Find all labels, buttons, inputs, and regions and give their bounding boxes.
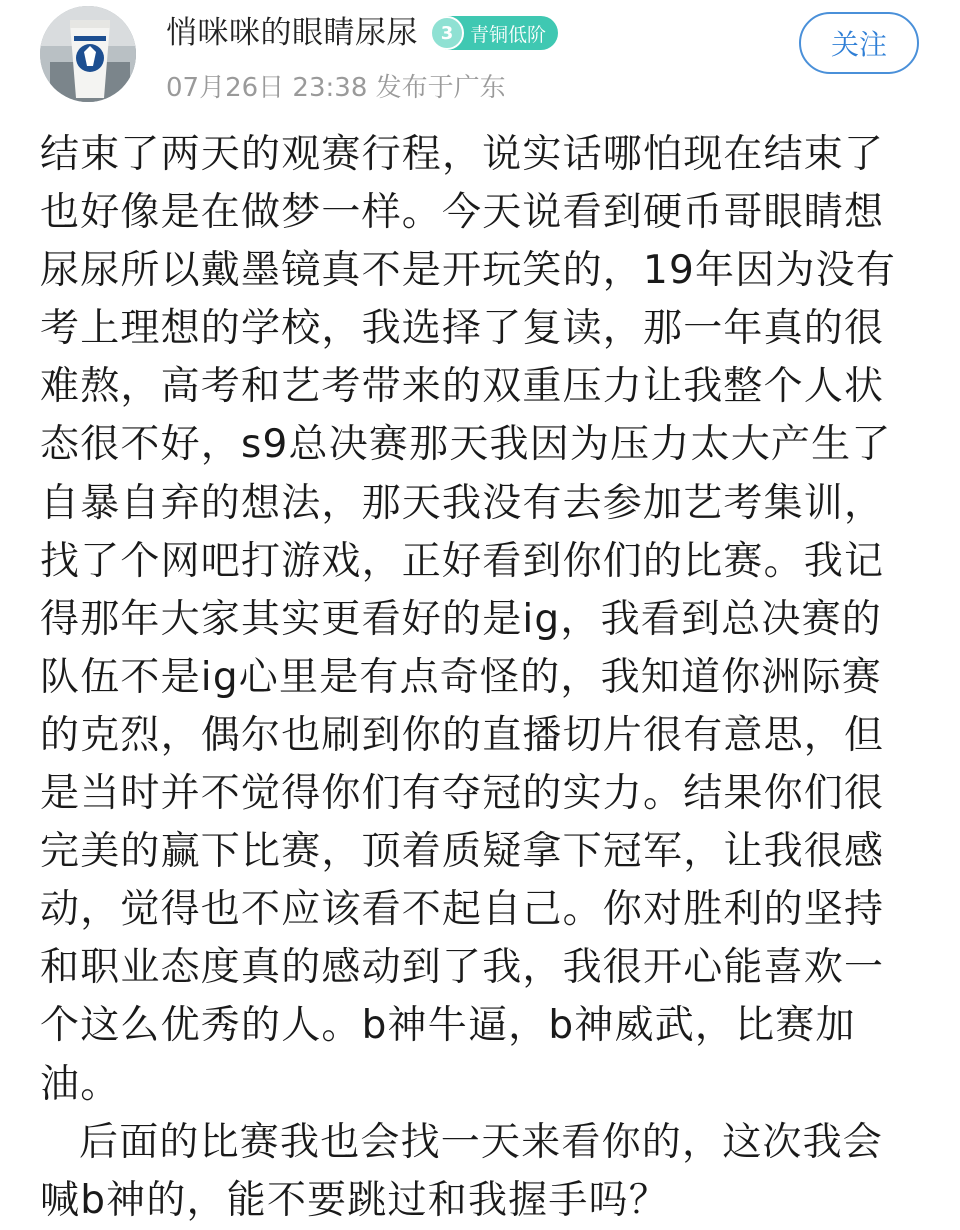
username[interactable]: 悄咪咪的眼睛尿尿 [166, 15, 418, 51]
post-paragraph: 结束了两天的观赛行程，说实话哪怕现在结束了也好像是在做梦一样。今天说看到硬币哥眼睛想尿尿所以戴墨镜真不是开玩笑的，19年因为没有考上理想的学校，我选择了复读，那一年真的很难熬，高考和艺考带来的双重压力让我整个人状态很不好，s9总决赛那天我因为压力太大产生了自暴自弃的想法，那天我没有去参加艺考集训，找了个网吧打游戏，正好看到你们的比赛。我记得那年大家其实更看好的是ig，我看到总决赛的队伍不是ig心里是有点奇怪的，我知道你洲际赛的克烈，偶尔也刷到你的直播切片很有意思，但是当时并不觉得你们有夺冠的实力。结果你们很完美的赢下比赛，顶着质疑拿下冠军，让我很感动，觉得也不应该看不起自己。你对胜利的坚持和职业态度真的感动到了我，我很开心能喜欢一个这么优秀的人。b神牛逼，b神威武，比赛加油。 [40, 132, 897, 1107]
avatar-image [40, 6, 136, 102]
post-paragraph: 后面的比赛我也会找一天来看你的，这次我会喊b神的，能不要跳过和我握手吗？ [40, 1119, 884, 1223]
post-header [0, 0, 960, 120]
user-meta [166, 10, 558, 104]
avatar[interactable] [40, 6, 136, 102]
post-time: 07月26日 23:38 发布于广东 [166, 73, 506, 103]
follow-button[interactable]: 关注 [799, 12, 919, 74]
name-row [166, 10, 558, 56]
post-body [40, 126, 920, 1230]
level-label: 青铜低阶 [470, 23, 547, 46]
level-badge[interactable] [432, 16, 558, 50]
level-number: 3 [430, 16, 464, 50]
